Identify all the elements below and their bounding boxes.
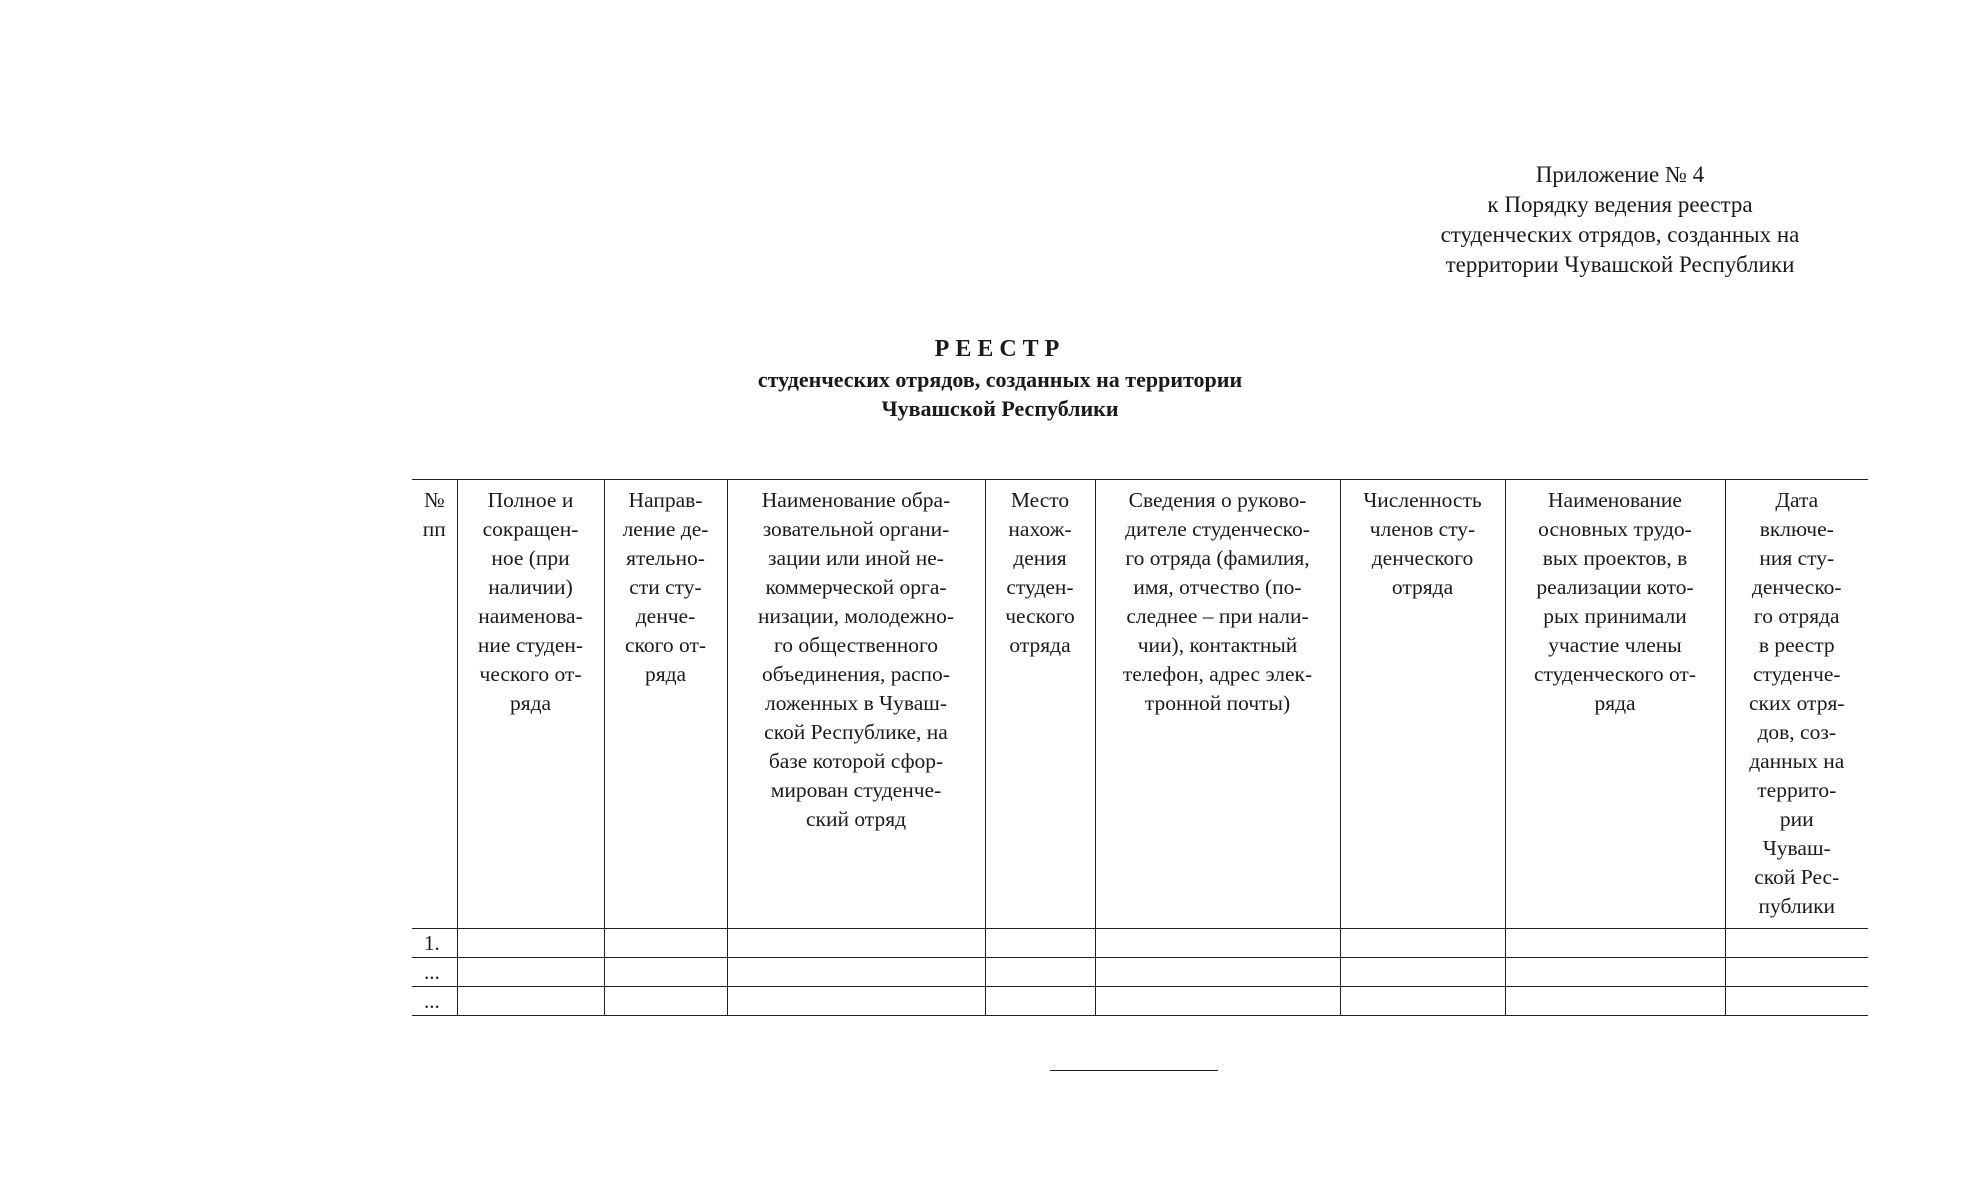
table-cell: [1505, 929, 1725, 958]
table-header-row: [412, 480, 1868, 929]
table-cell: [985, 958, 1095, 987]
table-row: [412, 958, 1868, 987]
table-cell: [457, 929, 604, 958]
header-label: № пп: [422, 488, 446, 541]
bottom-divider: [1050, 1070, 1218, 1071]
table-cell: [457, 987, 604, 1016]
header-cell-inclusion-date: [1725, 480, 1868, 929]
header-cell-activity: [604, 480, 727, 929]
header-label: Наименование основных трудо- вых проектов, в реализации кото- рых принимали участие члены студенческого от- ряда: [1533, 488, 1696, 715]
title-main: РЕЕСТР: [934, 336, 1066, 362]
header-label: Наименование обра- зовательной органи- зации или иной не- коммерческой орга- низации, молодежно- го общественного объединения, распо- ложенных в Чуваш- ской Республике, на базе которой сфор- мирован студенче- ский отряд: [758, 488, 954, 831]
table-cell: [604, 929, 727, 958]
table-cell: [1505, 987, 1725, 1016]
annex-line: территории Чувашской Республики: [1445, 252, 1795, 277]
table-cell: [457, 958, 604, 987]
header-cell-number: [412, 480, 457, 929]
header-cell-organization: [727, 480, 985, 929]
table-cell: [727, 958, 985, 987]
table-cell-number: ...: [412, 987, 457, 1016]
table-cell: [1095, 958, 1340, 987]
annex-line: Приложение № 4: [1535, 162, 1705, 187]
header-cell-full-name: [457, 480, 604, 929]
table-cell: [727, 987, 985, 1016]
table-cell-number: ...: [412, 958, 457, 987]
annex-line: студенческих отрядов, созданных на: [1440, 222, 1800, 247]
table-cell: [1340, 987, 1505, 1016]
table-cell: [1095, 987, 1340, 1016]
header-label: Полное и сокращен- ное (при наличии) наименова- ние студен- ческого от- ряда: [477, 488, 584, 715]
table-cell: [1505, 958, 1725, 987]
header-label: Сведения о руково- дителе студенческо- го отряда (фамилия, имя, отчество (по- следнее – при нали- чии), контактный телефон, адрес элек- тронной почты): [1122, 488, 1313, 715]
title-subtitle-line2: Чувашской Республики: [881, 396, 1119, 421]
header-label: Дата включе- ния сту- денческо- го отряда в реестр студенче- ских отря- дов, соз- данных на террито- рии Чуваш- ской Рес- публики: [1748, 488, 1845, 918]
table-cell: [985, 987, 1095, 1016]
table-cell: [604, 958, 727, 987]
table-cell: [604, 987, 727, 1016]
document-title: [720, 333, 1280, 423]
annex-line: к Порядку ведения реестра: [1487, 192, 1753, 217]
header-label: Численность членов сту- денческого отряда: [1363, 488, 1482, 599]
header-cell-member-count: [1340, 480, 1505, 929]
table-cell: [985, 929, 1095, 958]
table-cell: [1725, 987, 1868, 1016]
header-cell-projects: [1505, 480, 1725, 929]
registry-table: [412, 479, 1868, 1016]
title-subtitle-line1: студенческих отрядов, созданных на территории: [757, 367, 1243, 392]
table-cell: [1340, 958, 1505, 987]
header-label: Место нахож- дения студен- ческого отряда: [1005, 488, 1075, 657]
table-row: [412, 987, 1868, 1016]
header-label: Направ- ление де- ятельно- сти сту- денче- ского от- ряда: [622, 488, 709, 686]
table-cell: [727, 929, 985, 958]
table-cell: [1725, 958, 1868, 987]
annex-reference: [1380, 160, 1860, 280]
table-cell: [1725, 929, 1868, 958]
header-cell-leader: [1095, 480, 1340, 929]
table-row: [412, 929, 1868, 958]
table-cell-number: 1.: [412, 929, 457, 958]
table-cell: [1340, 929, 1505, 958]
table-cell: [1095, 929, 1340, 958]
header-cell-location: [985, 480, 1095, 929]
